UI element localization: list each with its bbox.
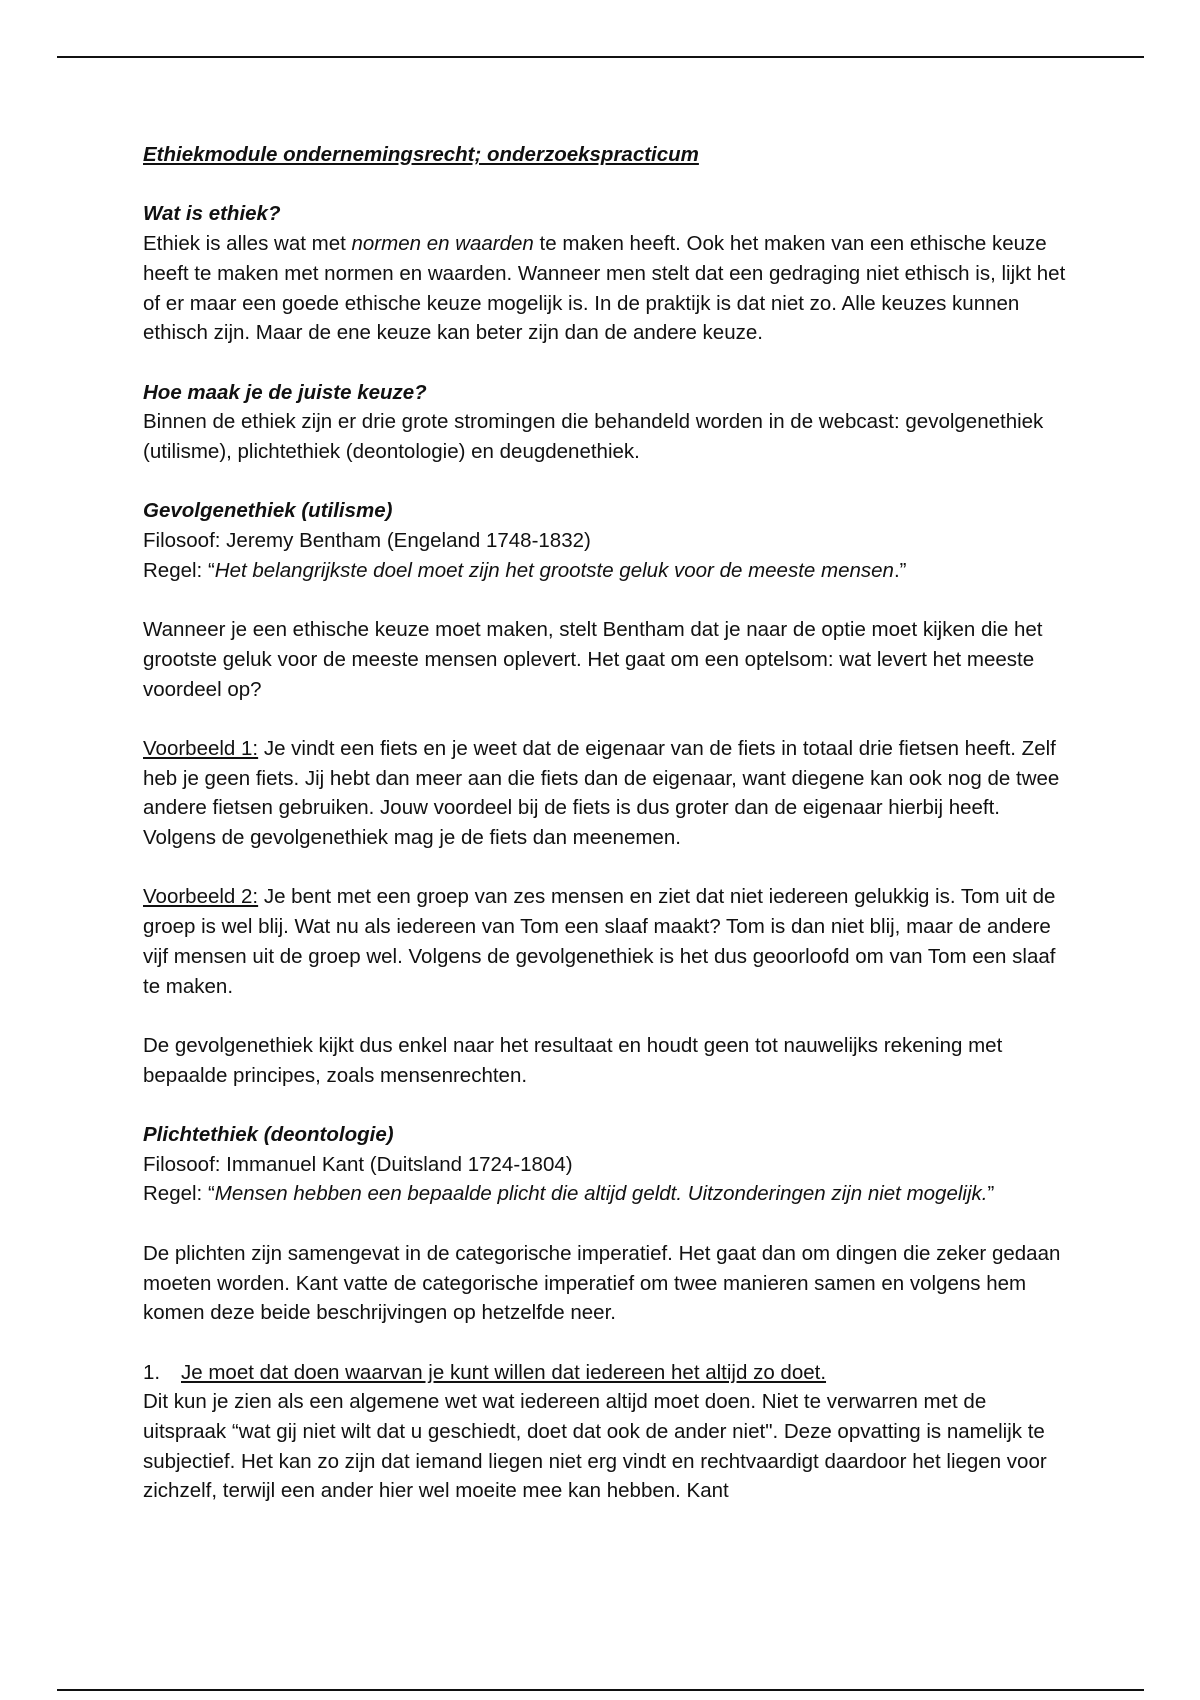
example-2: Voorbeeld 2: Je bent met een groep van zes mensen en ziet dat niet iedereen gelukkig is. Tom uit de groep is wel blij. Wat nu als iedereen van Tom een slaaf maakt? Tom is dan niet blij, maar de andere vijf mensen uit de groep wel. Volgens de gevolgenethiek is het dus geoorloofd om van Tom een slaaf te maken. [143, 885, 1056, 998]
document-body [143, 140, 1073, 1506]
list-item-text: Je moet dat doen waarvan je kunt willen dat iedereen het altijd zo doet. [181, 1360, 827, 1384]
paragraph-gevolgenethiek-conclusie: De gevolgenethiek kijkt dus enkel naar het resultaat en houdt geen tot nauwelijks rekening met bepaalde principes, zoals mensenrechten. [143, 1033, 1003, 1087]
section-heading-gevolgenethiek: Gevolgenethiek (utilisme) [143, 499, 393, 523]
header-rule [57, 56, 1144, 58]
paragraph-stromingen: Binnen de ethiek zijn er drie grote stromingen die behandeld worden in de webcast: gevolgenethiek (utilisme), plichtethiek (deontologie) en deugdenethiek. [143, 410, 1044, 463]
section-heading-plichtethiek: Plichtethiek (deontologie) [143, 1123, 394, 1147]
paragraph-algemene-wet: Dit kun je zien als een algemene wet wat iedereen altijd moet doen. Niet te verwarren met de uitspraak “wat gij niet wilt dat u geschiedt, doet dat ook de ander niet". Deze opvatting is namelijk te subjectief. Het kan zo zijn dat iemand liegen niet erg vindt en rechtvaardigt daardoor het liegen voor zichzelf, terwijl een ander hier wel moeite mee kan hebben. Kant [143, 1390, 1047, 1503]
paragraph-categorische-imperatief: De plichten zijn samengevat in de categorische imperatief. Het gaat dan om dingen die zeker gedaan moeten worden. Kant vatte de categorische imperatief om twee manieren samen en volgens hem komen deze beide beschrijvingen op hetzelfde neer. [143, 1241, 1061, 1325]
paragraph-ethiek-definitie: Ethiek is alles wat met normen en waarden te maken heeft. Ook het maken van een ethische keuze heeft te maken met normen en waarden. Wanneer men stelt dat een gedraging niet ethisch is, lijkt het of er maar een goede ethische keuze mogelijk is. In de praktijk is dat niet zo. Alle keuzes kunnen ethisch zijn. Maar de ene keuze kan beter zijn dan de andere keuze. [143, 232, 1066, 345]
rule-kant: Regel: “Mensen hebben een bepaalde plicht die altijd geldt. Uitzonderingen zijn niet mogelijk.” [143, 1182, 995, 1206]
document-title: Ethiekmodule ondernemingsrecht; onderzoekspracticum [143, 143, 699, 166]
footer-rule [57, 1689, 1144, 1691]
section-heading-juiste-keuze: Hoe maak je de juiste keuze? [143, 380, 427, 404]
rule-bentham: Regel: “Het belangrijkste doel moet zijn het grootste geluk voor de meeste mensen.” [143, 558, 907, 582]
philosopher-kant: Filosoof: Immanuel Kant (Duitsland 1724-1804) [143, 1152, 573, 1176]
example-1: Voorbeeld 1: Je vindt een fiets en je weet dat de eigenaar van de fiets in totaal drie fietsen heeft. Zelf heb je geen fiets. Jij hebt dan meer aan die fiets dan de eigenaar, want diegene kan ook nog de twee andere fietsen gebruiken. Jouw voordeel bij de fiets is dus groter dan de eigenaar hierbij heeft. Volgens de gevolgenethiek mag je de fiets dan meenemen. [143, 736, 1060, 850]
list-number: 1. [143, 1360, 161, 1384]
paragraph-bentham-uitleg: Wanneer je een ethische keuze moet maken, stelt Bentham dat je naar de optie moet kijken die het grootste geluk voor de meeste mensen oplevert. Het gaat om een optelsom: wat levert het meeste voordeel op? [143, 618, 1043, 701]
section-heading-wat-is-ethiek: Wat is ethiek? [143, 202, 281, 226]
list-item-1 [143, 1358, 1073, 1388]
philosopher-bentham: Filosoof: Jeremy Bentham (Engeland 1748-1832) [143, 529, 591, 553]
